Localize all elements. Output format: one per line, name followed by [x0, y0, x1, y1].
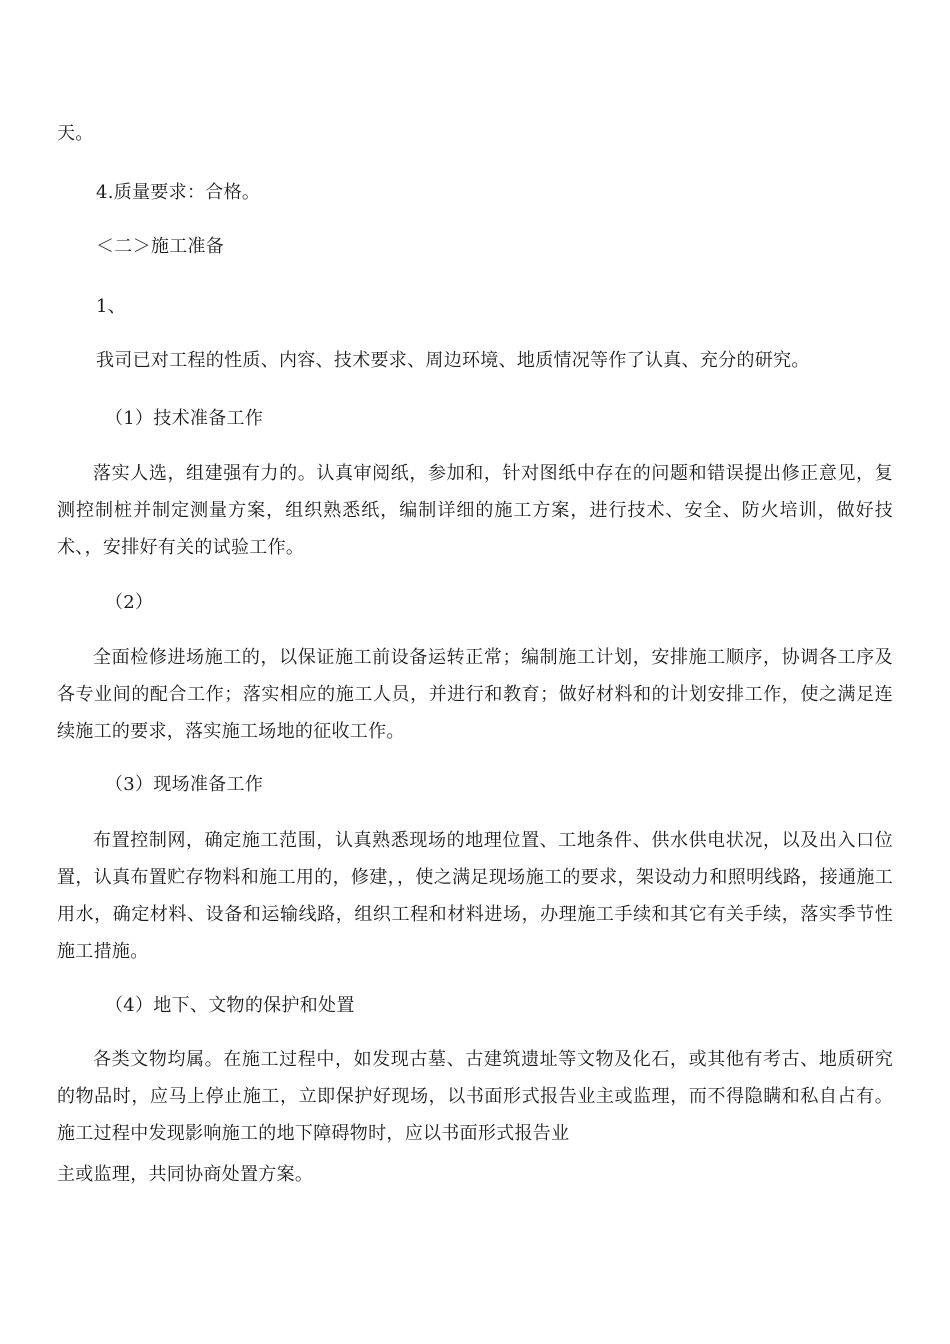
- text-line-continuation: 天。: [57, 123, 94, 144]
- paragraph-relics-continuation: 主或监理，共同协商处置方案。: [57, 1164, 314, 1185]
- paragraph-site-prep: 布置控制网，确定施工范围，认真熟悉现场的地理位置、工地条件、供水供电状况，以及出入口位置，认真布置贮存物料和施工用的，修建，，使之满足现场施工的要求，架设动力和照明线路，接通施工用水，确定材料、设备和运输线路，组织工程和材料进场，办理施工手续和其它有关手续，落实季节性施工措施。: [57, 830, 893, 962]
- subheading-relics: （4）地下、文物的保护和处置: [105, 995, 355, 1016]
- subheading-technical-prep: （1）技术准备工作: [105, 408, 264, 429]
- subheading-site-prep: （3）现场准备工作: [105, 774, 264, 795]
- item-number: 1、: [96, 296, 127, 317]
- paragraph-relics: 各类文物均属。在施工过程中，如发现古墓、古建筑遗址等文物及化石，或其他有考古、地质研究的物品时，应马上停止施工，立即保护好现场，以书面形式报告业主或监理，而不得隐瞒和私自占有。施工过程中发现影响施工的地下障碍物时，应以书面形式报告业: [57, 1049, 893, 1144]
- quality-requirement-line: 4.质量要求：合格。: [96, 182, 261, 203]
- section-heading: ＜二＞施工准备: [96, 236, 225, 257]
- paragraph-technical-prep: 落实人选，组建强有力的。认真审阅纸，参加和，针对图纸中存在的问题和错误提出修正意见，复测控制桩并制定测量方案，组织熟悉纸，编制详细的施工方案，进行技术、安全、防火培训，做好技术、，安排好有关的试验工作。: [57, 463, 893, 558]
- paragraph-equipment-prep: 全面检修进场施工的，以保证施工前设备运转正常；编制施工计划，安排施工顺序，协调各工序及各专业间的配合工作；落实相应的施工人员，并进行和教育；做好材料和的计划安排工作，使之满足连续施工的要求，落实施工场地的征收工作。: [57, 647, 893, 742]
- subheading-item-2: （2）: [105, 592, 154, 613]
- paragraph: 我司已对工程的性质、内容、技术要求、周边环境、地质情况等作了认真、充分的研究。: [96, 350, 810, 371]
